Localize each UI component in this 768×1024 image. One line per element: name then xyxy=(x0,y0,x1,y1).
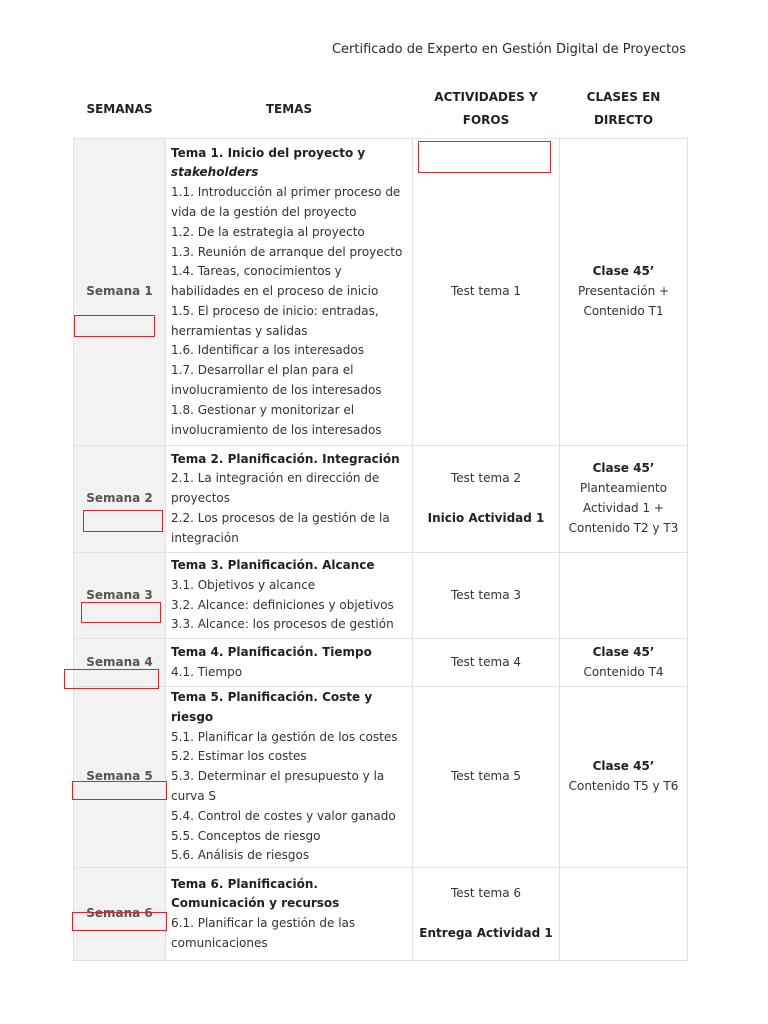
class-description: Presentación + Contenido T1 xyxy=(577,284,670,318)
activity-milestone: Entrega Actividad 1 xyxy=(419,926,553,941)
live-class-cell xyxy=(560,139,688,446)
topic-item: 1.4. Tareas, conocimientos y habilidades en el proceso de inicio xyxy=(171,264,379,299)
table-row xyxy=(74,639,688,687)
week-label: Semana 3 xyxy=(86,587,153,602)
class-description: Contenido T4 xyxy=(583,664,664,679)
topic-item: 5.2. Estimar los costes xyxy=(171,749,307,764)
class-title: Clase 45’ xyxy=(592,264,655,279)
live-class-cell xyxy=(560,868,688,961)
activities-cell xyxy=(413,687,560,868)
activity-test: Test tema 1 xyxy=(450,284,522,299)
annotation-box xyxy=(418,141,551,173)
topic-item: 6.1. Planificar la gestión de las comunicaciones xyxy=(171,916,356,950)
topic-title: Tema 4. Planificación. Tiempo xyxy=(171,644,372,659)
topic-item: 3.3. Alcance: los procesos de gestión xyxy=(171,617,394,632)
week-label: Semana 6 xyxy=(86,906,153,921)
activities-cell xyxy=(413,868,560,961)
topics-cell xyxy=(166,139,413,446)
annotation-box xyxy=(72,912,167,931)
week-cell xyxy=(74,687,166,868)
topic-item: 3.2. Alcance: definiciones y objetivos xyxy=(171,597,394,612)
header-row xyxy=(74,80,688,139)
week-label: Semana 4 xyxy=(86,654,153,669)
topic-title: Tema 1. Inicio del proyecto y stakeholders xyxy=(171,145,366,180)
activity-test: Test tema 4 xyxy=(450,654,522,669)
course-schedule-table xyxy=(73,80,688,961)
class-title: Clase 45’ xyxy=(592,759,655,774)
live-class-cell xyxy=(560,446,688,553)
topic-title: Tema 5. Planificación. Coste y riesgo xyxy=(171,690,373,724)
annotation-box xyxy=(64,669,159,689)
week-label: Semana 5 xyxy=(86,769,153,784)
topic-item: 1.2. De la estrategia al proyecto xyxy=(171,224,365,239)
topic-title: Tema 2. Planificación. Integración xyxy=(171,451,400,466)
week-cell xyxy=(74,553,166,639)
live-class-cell xyxy=(560,639,688,687)
topics-cell xyxy=(166,446,413,553)
topics-cell xyxy=(166,868,413,961)
topic-title: Tema 6. Planificación. Comunicación y recursos xyxy=(171,876,340,911)
table-row xyxy=(74,687,688,868)
topic-item: 5.5. Conceptos de riesgo xyxy=(171,828,321,843)
topic-item: 1.1. Introducción al primer proceso de vida de la gestión del proyecto xyxy=(171,185,401,219)
class-title: Clase 45’ xyxy=(592,644,655,659)
class-title: Clase 45’ xyxy=(592,461,655,476)
activity-milestone: Inicio Actividad 1 xyxy=(427,510,545,525)
topics-cell xyxy=(166,553,413,639)
live-class-cell xyxy=(560,687,688,868)
column-header-topics: TEMAS xyxy=(265,101,313,116)
live-class-cell xyxy=(560,553,688,639)
activity-test: Test tema 2 xyxy=(450,471,522,486)
table-header xyxy=(74,80,688,139)
activity-test: Test tema 6 xyxy=(450,886,522,901)
activity-test: Test tema 5 xyxy=(450,769,522,784)
topic-item: 1.7. Desarrollar el plan para el involucramiento de los interesados xyxy=(171,363,382,398)
topics-cell xyxy=(166,687,413,868)
week-label: Semana 1 xyxy=(86,284,153,299)
topic-item: 3.1. Objetivos y alcance xyxy=(171,577,316,592)
topic-item: 1.8. Gestionar y monitorizar el involucramiento de los interesados xyxy=(171,402,382,437)
week-label: Semana 2 xyxy=(86,491,153,506)
document-header-title: Certificado de Experto en Gestión Digital de Proyectos xyxy=(331,42,686,57)
activities-cell xyxy=(413,446,560,553)
annotation-box xyxy=(72,781,167,800)
topic-item: 5.3. Determinar el presupuesto y la curva S xyxy=(171,769,385,803)
column-header-activities: ACTIVIDADES Y FOROS xyxy=(434,90,538,127)
topic-item: 1.5. El proceso de inicio: entradas, herramientas y salidas xyxy=(171,303,379,338)
topic-item: 2.1. La integración en dirección de proyectos xyxy=(171,471,380,506)
annotation-box xyxy=(81,602,161,623)
table-row xyxy=(74,139,688,446)
topic-title: Tema 3. Planificación. Alcance xyxy=(171,557,375,572)
topic-item: 5.6. Análisis de riesgos xyxy=(171,848,310,863)
activity-test: Test tema 3 xyxy=(450,587,522,602)
topic-item: 4.1. Tiempo xyxy=(171,664,243,679)
annotation-box xyxy=(83,510,163,532)
class-description: Planteamiento Actividad 1 + Contenido T2 y T3 xyxy=(568,481,679,535)
topic-item: 5.4. Control de costes y valor ganado xyxy=(171,808,396,823)
column-header-weeks: SEMANAS xyxy=(86,101,153,116)
annotation-box xyxy=(74,315,155,337)
table-row xyxy=(74,446,688,553)
topic-item: 1.3. Reunión de arranque del proyecto xyxy=(171,244,403,259)
topic-item: 5.1. Planificar la gestión de los costes xyxy=(171,729,398,744)
topic-item: 1.6. Identificar a los interesados xyxy=(171,343,364,358)
week-cell xyxy=(74,446,166,553)
class-description: Contenido T5 y T6 xyxy=(568,779,679,794)
column-header-live-classes: CLASES EN DIRECTO xyxy=(586,90,661,127)
week-cell xyxy=(74,139,166,446)
topic-item: 2.2. Los procesos de la gestión de la integración xyxy=(171,510,390,545)
activities-cell xyxy=(413,139,560,446)
activities-cell xyxy=(413,553,560,639)
table-row xyxy=(74,553,688,639)
topics-cell xyxy=(166,639,413,687)
topic-title-emphasis: stakeholders xyxy=(171,165,259,180)
activities-cell xyxy=(413,639,560,687)
